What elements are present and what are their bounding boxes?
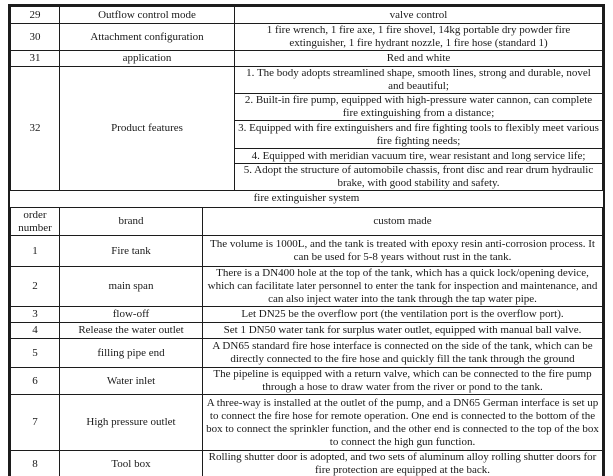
order-cell: 3 <box>11 307 60 323</box>
desc-cell: Set 1 DN50 water tank for surplus water outlet, equipped with manual ball valve. <box>203 323 603 339</box>
brand-cell: filling pipe end <box>60 339 203 368</box>
desc-cell: There is a DN400 hole at the top of the tank, which has a quick lock/opening device, which can facilitate later personnel to enter the tank for inspection and maintenance, and can also inject water into the tank through the tap water pipe. <box>203 267 603 307</box>
label-cell: Outflow control mode <box>60 7 235 24</box>
desc-cell: The pipeline is equipped with a return valve, which can be connected to the fire pump through a hose to draw water from the river or pond to the tank. <box>203 368 603 395</box>
brand-cell: Water inlet <box>60 368 203 395</box>
table-row <box>11 24 603 51</box>
order-cell: 6 <box>11 368 60 395</box>
order-cell: 8 <box>11 451 60 476</box>
spec-sheet <box>8 4 605 476</box>
table-row <box>11 7 603 24</box>
brand-cell: Fire tank <box>60 236 203 267</box>
order-cell: 2 <box>11 267 60 307</box>
header-brand: brand <box>60 208 203 236</box>
label-cell: Attachment configuration <box>60 24 235 51</box>
brand-cell: Release the water outlet <box>60 323 203 339</box>
desc-cell: Rolling shutter door is adopted, and two sets of aluminum alloy rolling shutter doors for fire protection are equipped at the back. <box>203 451 603 476</box>
desc-cell: Let DN25 be the overflow port (the ventilation port is the overflow port). <box>203 307 603 323</box>
features-item: 5. Adopt the structure of automobile chassis, front disc and rear drum hydraulic brake, with good stability and safety. <box>235 164 603 191</box>
table-row <box>11 368 603 395</box>
order-cell: 7 <box>11 395 60 451</box>
table-row <box>11 307 603 323</box>
desc-cell: A three-way is installed at the outlet of the pump, and a DN65 German interface is set up to connect the fire hose for remote operation. One end is connected to the bottom of the box to connect the sprinkler function, and the other end is connected to the top of the box to connect the high gun function. <box>203 395 603 451</box>
order-cell: 5 <box>11 339 60 368</box>
label-cell: Product features <box>60 67 235 191</box>
brand-cell: High pressure outlet <box>60 395 203 451</box>
order-cell: 32 <box>11 67 60 191</box>
spec-table-bottom <box>10 207 603 476</box>
value-cell: valve control <box>235 7 603 24</box>
order-cell: 31 <box>11 51 60 67</box>
header-custom-made: custom made <box>203 208 603 236</box>
order-cell: 1 <box>11 236 60 267</box>
table-row-product-features <box>11 67 603 94</box>
features-item: 2. Built-in fire pump, equipped with high-pressure water cannon, can complete fire extinguishing from a distance; <box>235 94 603 121</box>
table-row <box>11 236 603 267</box>
features-item: 3. Equipped with fire extinguishers and fire fighting tools to flexibly meet various fire fighting needs; <box>235 121 603 149</box>
header-order-number: order number <box>11 208 60 236</box>
features-item: 4. Equipped with meridian vacuum tire, wear resistant and long service life; <box>235 149 603 164</box>
brand-cell: flow-off <box>60 307 203 323</box>
value-cell: 1 fire wrench, 1 fire axe, 1 fire shovel, 14kg portable dry powder fire extinguisher, 1 fire hydrant nozzle, 1 fire hose (standard 1) <box>235 24 603 51</box>
table-row <box>11 339 603 368</box>
order-cell: 4 <box>11 323 60 339</box>
label-cell: application <box>60 51 235 67</box>
section-title: fire extinguisher system <box>10 191 603 207</box>
features-item: 1. The body adopts streamlined shape, smooth lines, strong and durable, novel and beautiful; <box>235 67 603 94</box>
desc-cell: A DN65 standard fire hose interface is connected on the side of the tank, which can be directly connected to the fire hose and quickly fill the tank through the ground <box>203 339 603 368</box>
table-row <box>11 451 603 476</box>
order-cell: 30 <box>11 24 60 51</box>
spec-table-top <box>10 6 603 191</box>
value-cell: Red and white <box>235 51 603 67</box>
table-row <box>11 323 603 339</box>
order-cell: 29 <box>11 7 60 24</box>
brand-cell: main span <box>60 267 203 307</box>
table-header-row <box>11 208 603 236</box>
brand-cell: Tool box <box>60 451 203 476</box>
desc-cell: The volume is 1000L, and the tank is treated with epoxy resin anti-corrosion process. It can be used for 5-8 years without rust in the tank. <box>203 236 603 267</box>
table-row <box>11 267 603 307</box>
table-row <box>11 51 603 67</box>
table-row <box>11 395 603 451</box>
